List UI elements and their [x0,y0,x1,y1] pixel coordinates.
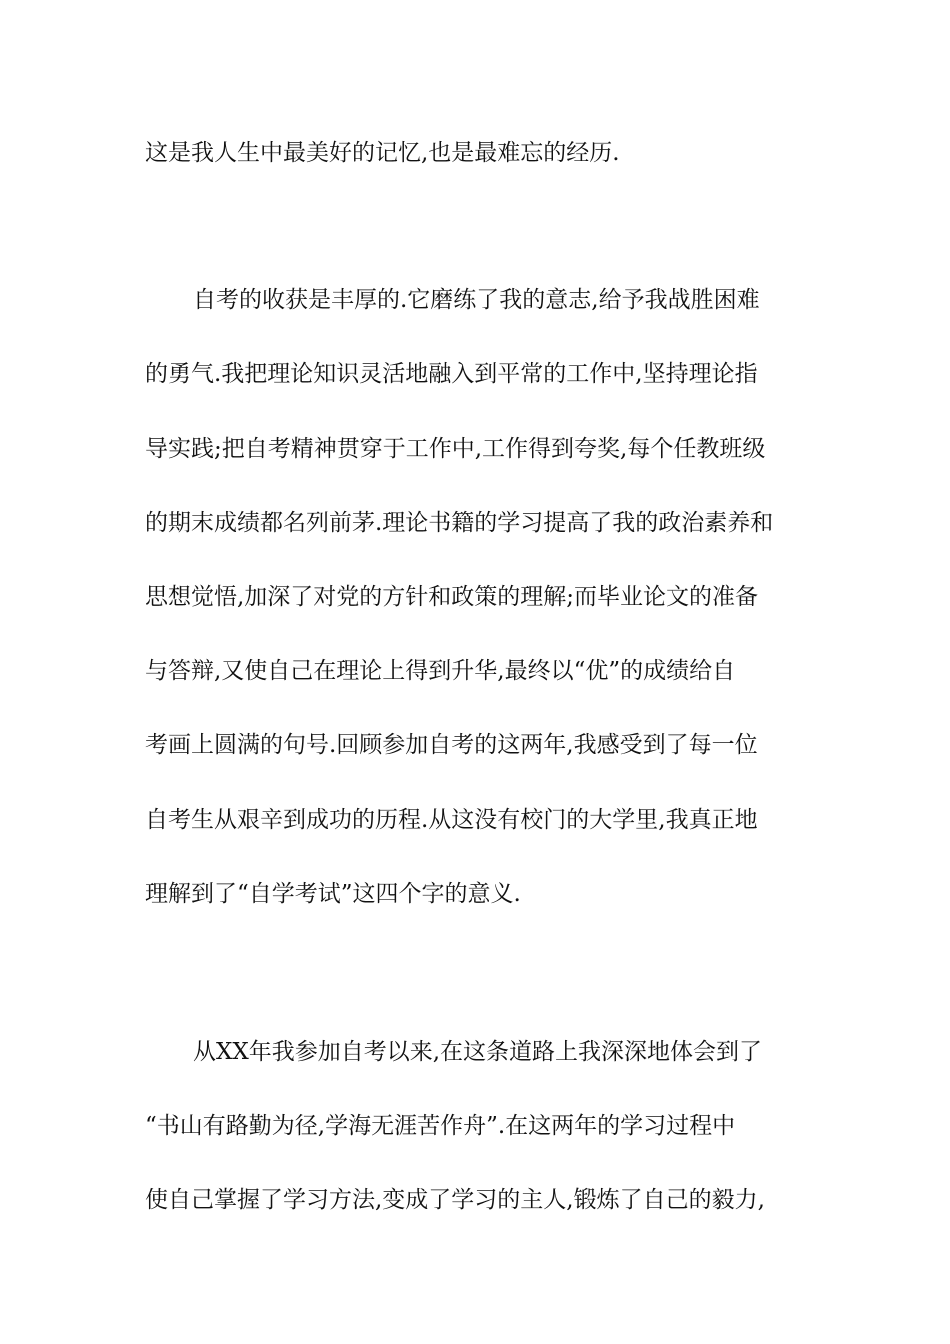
paragraph-3-line-2: “书山有路勤为径,学海无涯苦作舟”.在这两年的学习过程中 [145,1113,736,1139]
paragraph-2-line-7: 考画上圆满的句号.回顾参加自考的这两年,我感受到了每一位 [145,732,758,758]
paragraph-2-line-4: 的期末成绩都名列前茅.理论书籍的学习提高了我的政治素养和 [145,510,774,536]
paragraph-2-line-8: 自考生从艰辛到成功的历程.从这没有校门的大学里,我真正地 [145,807,758,833]
paragraph-2-line-5: 思想觉悟,加深了对党的方针和政策的理解;而毕业论文的准备 [145,584,759,610]
paragraph-1-line-1: 这是我人生中最美好的记忆,也是最难忘的经历. [145,140,620,166]
paragraph-2-line-3: 导实践;把自考精神贯穿于工作中,工作得到夸奖,每个任教班级 [145,436,766,462]
paragraph-2-line-9: 理解到了“自学考试”这四个字的意义. [145,881,521,907]
paragraph-2-line-1: 自考的收获是丰厚的.它磨练了我的意志,给予我战胜困难 [193,287,760,313]
paragraph-2-line-2: 的勇气.我把理论知识灵活地融入到平常的工作中,坚持理论指 [145,361,758,387]
paragraph-3-line-1: 从XX年我参加自考以来,在这条道路上我深深地体会到了 [193,1039,763,1065]
paragraph-3-line-3: 使自己掌握了学习方法,变成了学习的主人,锻炼了自己的毅力, [145,1187,765,1213]
paragraph-2-line-6: 与答辩,又使自己在理论上得到升华,最终以“优”的成绩给自 [145,658,736,684]
